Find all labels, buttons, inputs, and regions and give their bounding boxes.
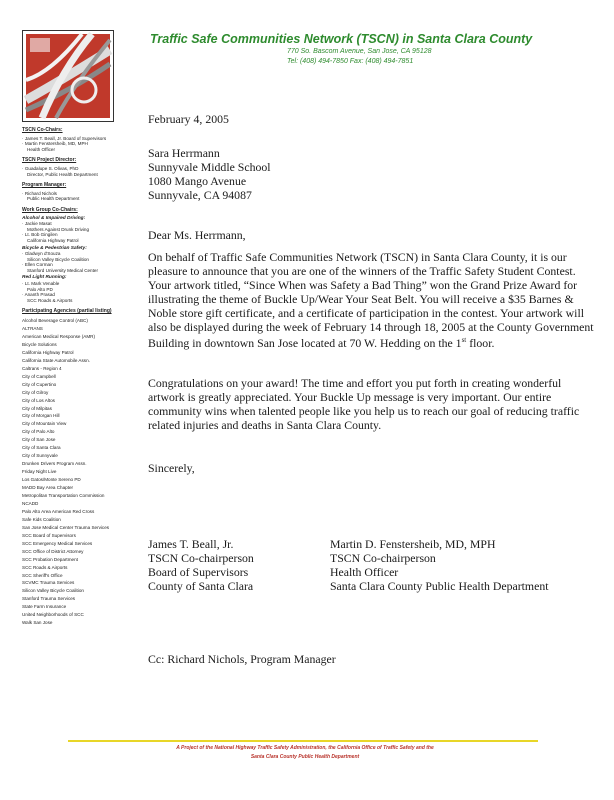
- sidebar-co-chairs: [22, 128, 140, 152]
- tscn-logo-icon: [22, 30, 114, 122]
- agency-item: City of Los Altos: [22, 397, 55, 403]
- header-title: Traffic Safe Communities Network (TSCN) in Santa Clara County: [150, 32, 533, 46]
- agency-item: Los Gatos/Monte Sereno PD: [22, 477, 81, 483]
- header-address: 770 So. Bascom Avenue, San Jose, CA 95128: [287, 48, 432, 55]
- footer-line: Santa Clara County Public Health Department: [250, 754, 360, 760]
- paragraph-1: On behalf of Traffic Safe Communities Network (TSCN) in Santa Clara County, it is our pleasure to announce that you are one of the winners of the Traffic Safety Student Contest. Your artwork titled, “Since When was Safety a Bad Thing” won the Grand Prize Award for illustrating the theme of Buckle Up/Wear Your Seat Belt. You will receive a $35 Barnes & Noble store gift certificate, and a certificate of participation in the contest. Your artwork will also be displayed during the week of February 14 through 18, 2005 at the County Government Building in downtown San Jose located at 70 W. Hedding on the 1st floor.: [148, 250, 594, 351]
- sidebar-line: Director, Public Health Department: [27, 171, 98, 177]
- sidebar-line: Mothers Against Drunk Driving: [27, 226, 90, 232]
- signer-line: Santa Clara County Public Health Department: [330, 579, 549, 593]
- agency-item: Caltrans - Region 4: [22, 365, 62, 371]
- footer: [90, 744, 520, 762]
- signer-line: Martin D. Fenstersheib, MD, MPH: [330, 537, 496, 551]
- sidebar-subheading: Alcohol & Impaired Driving:: [22, 215, 86, 221]
- agency-item: SCC Sheriff's Office: [22, 572, 63, 578]
- agency-item: California State Automobile Assn.: [22, 357, 90, 363]
- signer-line: TSCN Co-chairperson: [330, 551, 436, 565]
- agency-item: Alcohol Beverage Control (ABC): [22, 318, 88, 324]
- agency-item: American Medical Response (AMR): [22, 333, 96, 339]
- sidebar-line: · Richard Nichols: [22, 190, 57, 196]
- agency-item: NCADD: [22, 500, 39, 506]
- sidebar-line: · Martin Fenstersheib, MD, MPH: [22, 141, 88, 147]
- sidebar-project-director: [22, 158, 140, 177]
- sidebar: [22, 128, 140, 627]
- agency-item: MADD Bay Area Chapter: [22, 485, 74, 491]
- sidebar-heading: Program Manager:: [22, 182, 67, 189]
- sidebar-heading: Work Group Co-Chairs:: [22, 206, 78, 213]
- agency-item: Stanford Trauma Services: [22, 596, 76, 602]
- agency-item: Metropolitan Transportation Commission: [22, 493, 105, 498]
- agency-item: Safe Kids Coalition: [22, 516, 61, 522]
- signer-right: [330, 537, 549, 593]
- footer-divider: [68, 740, 538, 742]
- sidebar-heading: Participating Agencies (partial listing): [22, 308, 112, 315]
- agency-item: City of Campbell: [22, 373, 56, 379]
- cc-line: Cc: Richard Nichols, Program Manager: [148, 652, 336, 666]
- agency-item: City of Mountain View: [22, 421, 67, 427]
- agency-item: City of Milpitas: [22, 405, 52, 411]
- agency-item: State Farm Insurance: [22, 604, 67, 610]
- signer-line: TSCN Co-chairperson: [148, 551, 254, 565]
- sidebar-subheading: Bicycle & Pedestrian Safety:: [22, 245, 87, 251]
- sidebar-line: Health Officer: [27, 146, 55, 152]
- agency-item: Drunken Drivers Program Assn.: [22, 461, 87, 467]
- agency-item: Bicycle Solutions: [22, 341, 57, 347]
- agency-item: City of Sunnyvale: [22, 453, 58, 459]
- recipient-address: [148, 147, 271, 203]
- signer-line: Health Officer: [330, 565, 399, 579]
- agency-item: City of Gilroy: [22, 389, 49, 395]
- signer-line: Board of Supervisors: [148, 565, 249, 579]
- sidebar-agencies: [22, 309, 140, 627]
- agency-item: Palo Alto Area American Red Cross: [22, 508, 95, 514]
- agency-item: Walk San Jose: [22, 620, 53, 626]
- sidebar-line: Public Health Department: [27, 196, 80, 202]
- header-phone: Tel: (408) 494-7850 Fax: (408) 494-7851: [287, 58, 414, 65]
- agency-item: SCC Roads & Airports: [22, 564, 68, 570]
- signer-left: [148, 537, 254, 593]
- sidebar-work-group: [22, 208, 140, 304]
- agency-item: SCC Probation Department: [22, 556, 78, 562]
- sidebar-line: · Lt. Mark Venable: [22, 281, 60, 287]
- sidebar-line: SCC Roads & Airports: [27, 297, 73, 303]
- signer-line: James T. Beall, Jr.: [148, 537, 234, 551]
- sidebar-line: · Ananth Prasad: [22, 292, 55, 298]
- sidebar-heading: TSCN Co-Chairs:: [22, 127, 63, 133]
- agency-item: ALTRANS: [22, 325, 43, 331]
- agency-item: SCVMC Trauma Services: [22, 580, 75, 586]
- letter-date: February 4, 2005: [148, 112, 229, 126]
- agency-item: City of Cupertino: [22, 381, 57, 387]
- sidebar-line: · James T. Beall, Jr. Board of Supervisors: [22, 135, 107, 141]
- recipient-line: 1080 Mango Avenue: [148, 173, 247, 188]
- sidebar-line: California Highway Patrol: [27, 237, 79, 243]
- footer-line: A Project of the National Highway Traffic Safety Administration, the California Office of Traffic Safety and the: [176, 745, 434, 751]
- sidebar-heading: TSCN Project Director:: [22, 157, 77, 164]
- closing: Sincerely,: [148, 461, 195, 475]
- agency-item: United Neighborhoods of SCC: [22, 612, 84, 618]
- agency-item: City of Santa Clara: [22, 445, 61, 451]
- sidebar-subheading: Red Light Running:: [22, 275, 67, 281]
- signer-line: County of Santa Clara: [148, 579, 254, 593]
- agency-item: City of Morgan Hill: [22, 413, 60, 419]
- sidebar-line: · Gladwyn d'Souza: [22, 251, 61, 257]
- sidebar-line: Silicon Valley Bicycle Coalition: [27, 256, 89, 262]
- sidebar-line: · Guadalupe S. Olivas, PhD: [22, 165, 79, 171]
- agency-item: Friday Night Live: [22, 469, 57, 475]
- agency-item: SCC Board of Supervisors: [22, 532, 76, 538]
- paragraph-2: Congratulations on your award! The time and effort you put forth in creating wonderful artwork is greatly appreciated. Your Buckle Up message is very important. Our entire community wins when talented people like you help us to reach our goal of reducing traffic related injuries and deaths in Santa Clara County.: [148, 376, 580, 432]
- agency-item: City of San Jose: [22, 437, 56, 443]
- salutation: Dear Ms. Herrmann,: [148, 228, 246, 242]
- agency-item: City of Palo Alto: [22, 429, 55, 435]
- sidebar-line: · Ellen Corman: [22, 262, 53, 268]
- agency-item: SCC Office of District Attorney: [22, 548, 84, 554]
- agency-item: California Highway Patrol: [22, 349, 74, 355]
- sidebar-line: Stanford University Medical Center: [27, 267, 98, 273]
- sidebar-line: · Jackie Masat: [22, 221, 52, 227]
- sidebar-line: Palo Alto PD: [27, 286, 53, 292]
- recipient-line: Sara Herrmann: [148, 146, 220, 160]
- sidebar-line: · Lt. Bob Gingilen: [22, 232, 58, 238]
- agency-item: SCC Emergency Medical Services: [22, 540, 93, 546]
- agency-item: San Jose Medical Center Trauma Services: [22, 524, 110, 530]
- agency-item: Silicon Valley Bicycle Coalition: [22, 588, 84, 594]
- recipient-line: Sunnyvale Middle School: [148, 159, 271, 174]
- sidebar-program-manager: [22, 183, 140, 202]
- agency-list: [22, 317, 140, 627]
- recipient-line: Sunnyvale, CA 94087: [148, 187, 252, 202]
